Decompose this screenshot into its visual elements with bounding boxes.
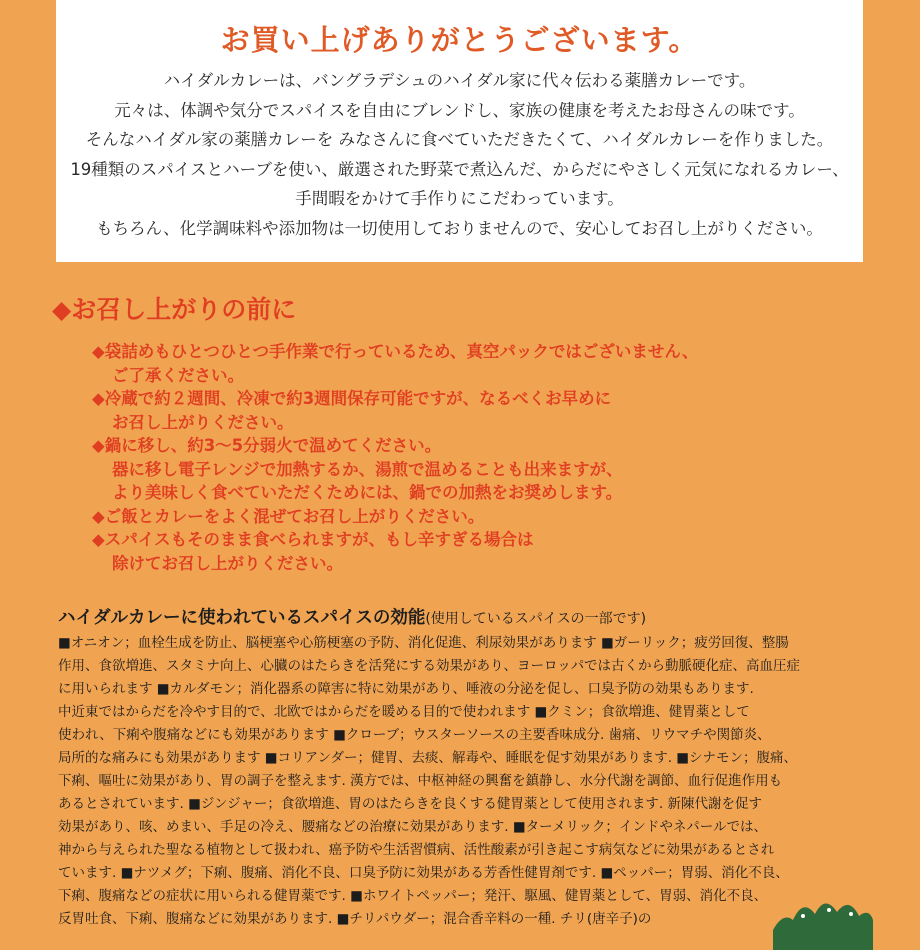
spice-line: ています. ■ナツメグ；下痢、腹痛、消化不良、口臭予防に効果がある芳香性健胃剤です. ■ペッパー；胃弱、消化不良、: [58, 865, 789, 881]
leaf-decoration-icon: [773, 890, 873, 950]
intro-line: 19種類のスパイスとハーブを使い、厳選された野菜で煮込んだ、からだにやさしく元気になれるカレー、: [70, 159, 849, 179]
note-line: ◆鍋に移し、約3～5分弱火で温めてください。: [92, 436, 442, 455]
spice-line: 効果があり、咳、めまい、手足の冷え、腰痛などの治療に効果があります. ■ターメリック；インドやネパールでは、: [58, 819, 768, 835]
note-line: 器に移し電子レンジで加熱するか、湯煎で温めることも出来ますが、: [112, 459, 623, 479]
note-line: ◆ご飯とカレーをよく混ぜてお召し上がりください。: [92, 506, 485, 526]
spice-line: 作用、食欲増進、スタミナ向上、心臓のはたらきを活発にする効果があり、ヨーロッパでは古くから動脈硬化症、高血圧症: [58, 658, 800, 674]
intro-line: そんなハイダル家の薬膳カレーを みなさんに食べていただきたくて、ハイダルカレーを作りました。: [85, 130, 834, 149]
note-line: ご了承ください。: [112, 365, 244, 385]
intro-line: 手間暇をかけて手作りにこだわっています。: [295, 189, 624, 208]
spice-heading-note: (使用しているスパイスの一部です): [425, 611, 647, 627]
spice-line: 局所的な痛みにも効果があります ■コリアンダー；健胃、去痰、解毒や、睡眠を促す効果があります. ■シナモン；腹痛、: [58, 750, 798, 766]
spice-line: 反胃吐食、下痢、腹痛などに効果があります. ■チリパウダー；混合香辛料の一種. チリ(唐辛子)の: [58, 911, 652, 927]
spice-heading-title: ハイダルカレーに使われているスパイスの効能: [58, 608, 426, 628]
note-line: ◆冷蔵で約２週間、冷凍で約3週間保存可能ですが、なるべくお早めに: [92, 389, 612, 408]
spice-line: ■オニオン；血栓生成を防止、脳梗塞や心筋梗塞の予防、消化促進、利尿効果があります ■ガーリック；疲労回復、整腸: [58, 635, 789, 651]
spice-effects-text: [58, 632, 800, 931]
thanks-title: お買い上げありがとうございます。: [220, 23, 699, 57]
note-line: ◆スパイスもそのまま食べられますが、もし辛すぎる場合は: [92, 530, 534, 549]
spice-line: 下痢、腹痛などの症状に用いられる健胃薬です. ■ホワイトペッパー；発汗、駆風、健胃薬として、胃弱、消化不良、: [58, 888, 768, 904]
spice-line: 神から与えられた聖なる植物として扱われ、癌予防や生活習慣病、活性酸素が引き起こす病気などに効果があるとされ: [58, 842, 775, 858]
spice-line: 使われ、下痢や腹痛などにも効果があります ■クローブ；ウスターソースの主要香味成分. 歯痛、リウマチや関節炎、: [58, 727, 771, 743]
intro-line: もちろん、化学調味料や添加物は一切使用しておりませんので、安心してお召し上がりください。: [96, 218, 823, 238]
intro-line: ハイダルカレーは、バングラデシュのハイダル家に代々伝わる薬膳カレーです。: [163, 71, 756, 90]
intro-line: 元々は、体調や気分でスパイスを自由にブレンドし、家族の健康を考えたお母さんの味です。: [114, 100, 805, 120]
before-eating-heading: ◆お召し上がりの前に: [52, 295, 297, 324]
spice-effects-heading: [58, 604, 646, 629]
note-line: お召し上がりください。: [112, 412, 294, 432]
spice-line: 下痢、嘔吐に効果があり、胃の調子を整えます. 漢方では、中枢神経の興奮を鎮静し、水分代謝を調節、血行促進作用も: [58, 773, 783, 789]
note-line: 除けてお召し上がりください。: [112, 553, 343, 573]
note-line: ◆袋詰めもひとつひとつ手作業で行っているため、真空パックではございません、: [92, 342, 699, 361]
spice-line: あるとされています. ■ジンジャー；食欲増進、胃のはたらきを良くする健胃薬として使用されます. 新陳代謝を促す: [58, 796, 762, 812]
spice-line: に用いられます ■カルダモン；消化器系の障害に特に効果があり、唾液の分泌を促し、口臭予防の効果もあります.: [58, 681, 754, 697]
intro-text: [56, 66, 863, 243]
before-eating-notes: [92, 340, 698, 575]
spice-line: 中近東ではからだを冷やす目的で、北欧ではからだを暖める目的で使われます ■クミン；食欲増進、健胃薬として: [58, 704, 750, 720]
thanks-panel: [56, 0, 863, 262]
note-line: より美味しく食べていただくためには、鍋での加熱をお奨めします。: [112, 483, 623, 502]
